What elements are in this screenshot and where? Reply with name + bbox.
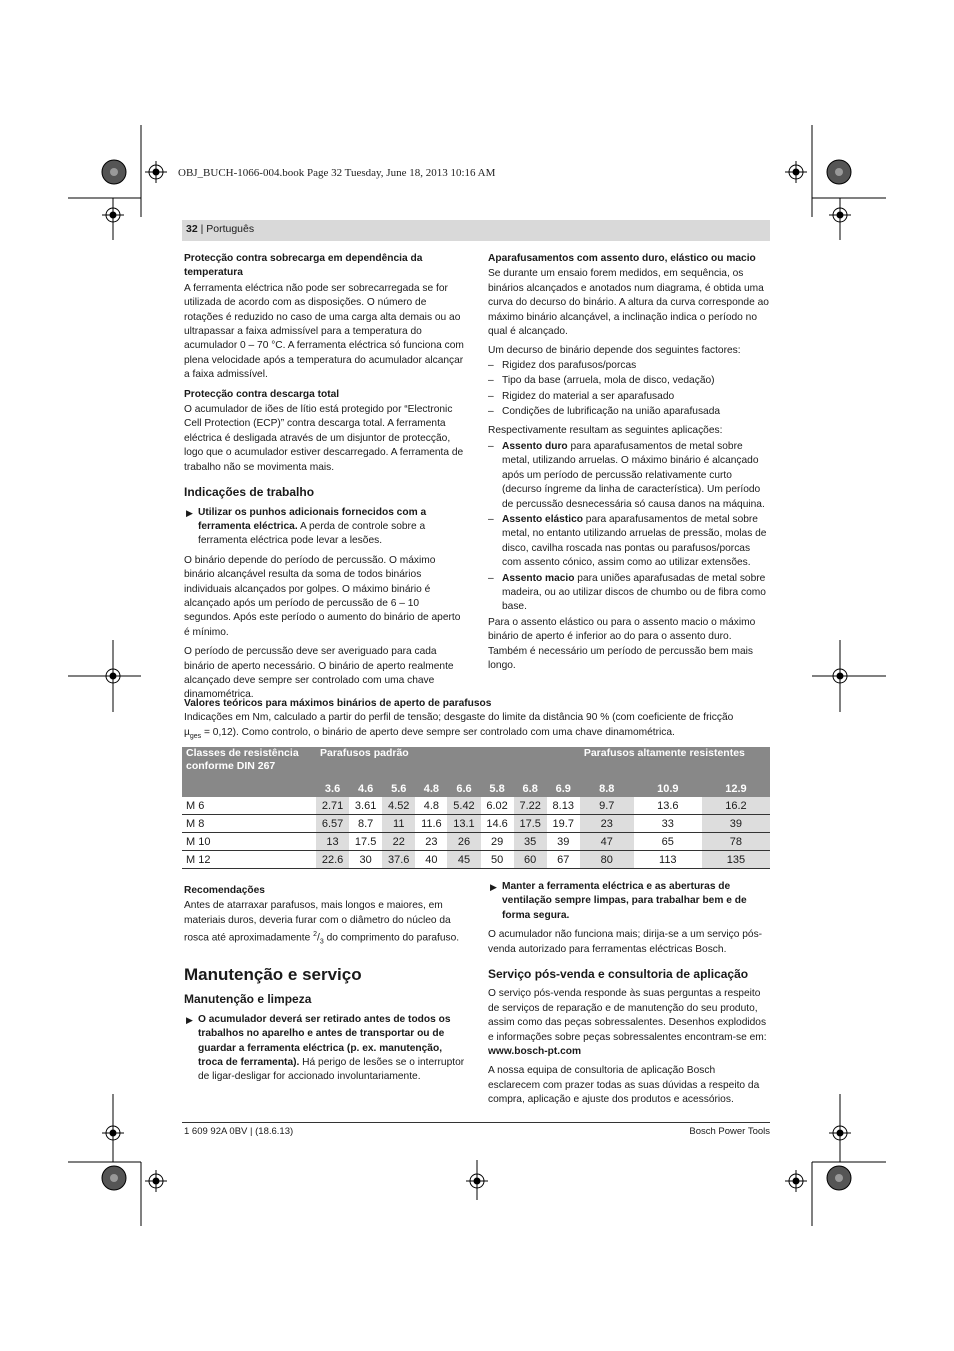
- table-cell: 19.7: [547, 815, 580, 833]
- heading-recommendations: Recomendações: [184, 885, 265, 896]
- table-note: Indicações em Nm, calculado a partir do perfil de tensão; desgaste do limite da distância 90 % (com coeficiente de fricção µ$_{ges}$ = 0,12). Como controlo, o binário de aperto deve sempre ser controlado com uma chave dinamométrica.: [184, 712, 734, 740]
- table-cell: 13: [316, 833, 349, 851]
- factor-item: – Condições de lubrificação na união aparafusada: [488, 406, 721, 418]
- heading-overload: Protecção contra sobrecarga em dependência da temperatura: [184, 253, 423, 279]
- table-header-class: Classes de resistência conforme DIN 267: [182, 747, 316, 780]
- table-cell: 50: [481, 851, 514, 869]
- table-cell: 2.71: [316, 797, 349, 815]
- table-cell: 4.8: [415, 797, 447, 815]
- table-cell: 135: [702, 851, 770, 869]
- table-cell: 6.57: [316, 815, 349, 833]
- table-cell: 22.6: [316, 851, 349, 869]
- bullet-handles: ▶ Utilizar os punhos adicionais fornecidos com a ferramenta eléctrica. A perda de controle sobre a ferramenta eléctrica pode levar a lesões.: [186, 506, 427, 547]
- table-cell: 23: [415, 833, 447, 851]
- class-cell: 6.8: [514, 780, 547, 797]
- table-cell: 26: [447, 833, 480, 851]
- class-cell: 6.9: [547, 780, 580, 797]
- table-cell: 39: [547, 833, 580, 851]
- paragraph-impact-period: O período de percussão deve ser averiguado para cada binário de aperto necessário. O binário de aperto realmente alcançado deve sempre ser controlado com uma chave dinamométrica.: [184, 646, 454, 701]
- lower-left-column: [184, 880, 466, 1090]
- page-header: 32 | Português: [186, 223, 255, 235]
- class-cell: 10.9: [634, 780, 702, 797]
- class-cell: 4.6: [349, 780, 382, 797]
- table-cell: 9.7: [580, 797, 634, 815]
- row-label: M 12: [182, 851, 316, 869]
- table-cell: 13.6: [634, 797, 702, 815]
- paragraph-after-sales: O serviço pós-venda responde às suas perguntas a respeito de serviços de reparação e de manutenção do seu produto, assim como das peças sobressalentes. Desenhos explodidos e informações sobre peças sobressalentes encontram-se em:: [488, 988, 767, 1043]
- table-row: [182, 797, 770, 815]
- bullet-arrow-icon: ▶: [490, 882, 497, 892]
- table-cell: 65: [634, 833, 702, 851]
- print-info: OBJ_BUCH-1066-004.book Page 32 Tuesday, June 18, 2013 10:16 AM: [178, 167, 496, 179]
- paragraph-elastic-soft: Para o assento elástico ou para o assento macio o máximo binário de aperto é inferior ao do para o assento duro. Também é necessário um período de percussão bem mais longo.: [488, 616, 756, 671]
- torque-table-section: [184, 697, 770, 744]
- heading-maintenance-service: Manutenção e serviço: [184, 965, 362, 985]
- header-language: Português: [206, 223, 255, 235]
- table-cell: 78: [702, 833, 770, 851]
- heading-seats: Aparafusamentos com assento duro, elástico ou macio: [488, 253, 756, 264]
- table-cell: 7.22: [514, 797, 547, 815]
- torque-table: [182, 747, 770, 869]
- heading-work-tips: Indicações de trabalho: [184, 485, 315, 500]
- row-label: M 8: [182, 815, 316, 833]
- class-cell: 4.8: [415, 780, 447, 797]
- paragraph-discharge: O acumulador de iões de lítio está protegido por “Electronic Cell Protection (ECP)” contra descarga total. A ferramenta eléctrica é desligada através de um disjuntor de protecção, logo que o acumulador estiver descarregado. A ferramenta de trabalho não se movimenta mais.: [184, 404, 464, 473]
- paragraph-recommendations: Antes de atarraxar parafusos, mais longos e maiores, em materiais duros, deveria furar com o diâmetro do núcleo da rosca até aproximadamente $^2/_3$ do comprimento do parafuso.: [184, 900, 460, 946]
- paragraph-applications-intro: Respectivamente resultam as seguintes aplicações:: [488, 425, 723, 437]
- table-cell: 47: [580, 833, 634, 851]
- table-row: [182, 815, 770, 833]
- paragraph-torque: O binário depende do período de percussão. O máximo binário alcançável resulta da soma de todos binários individuais alcançados por golpes. O máximo binário é alcançado após um período de percussão de 6 – 10 segundos. Após este período o aumento do binário de aperto é mínimo.: [184, 554, 461, 638]
- table-row: [182, 833, 770, 851]
- table-cell: 17.5: [349, 833, 382, 851]
- table-cell: 60: [514, 851, 547, 869]
- table-cell: 3.61: [349, 797, 382, 815]
- bullet-keep-clean: ▶ Manter a ferramenta eléctrica e as aberturas de ventilação sempre limpas, para trabalhar bem e de forma segura.: [490, 881, 747, 921]
- table-cell: 40: [415, 851, 447, 869]
- heading-after-sales: Serviço pós-venda e consultoria de aplicação: [488, 967, 749, 982]
- factor-item: – Tipo da base (arruela, mola de disco, vedação): [488, 375, 715, 387]
- paragraph-factors-intro: Um decurso de binário depende dos seguintes factores:: [488, 345, 741, 357]
- table-class-row: [182, 780, 770, 797]
- application-soft-seat: – Assento macio para uniões aparafusadas de metal sobre madeira, ou ao utilizar discos de chumbo ou de fibra como base.: [488, 572, 766, 613]
- page-number: 32: [186, 223, 198, 235]
- paragraph-curve: Se durante um ensaio forem medidos, em sequência, os binários alcançados e anotados num diagrama, é obtida uma curva do decurso do binário. A altura da curva corresponde ao máximo binário alcançável, a inclinação indica o período no qual é alcançado.: [488, 268, 769, 338]
- table-cell: 4.52: [382, 797, 415, 815]
- table-cell: 11: [382, 815, 415, 833]
- class-cell: 6.6: [447, 780, 480, 797]
- table-cell: 11.6: [415, 815, 447, 833]
- bullet-arrow-icon: ▶: [186, 507, 193, 518]
- row-label: M 6: [182, 797, 316, 815]
- class-cell: 3.6: [316, 780, 349, 797]
- application-hard-seat: – Assento duro para aparafusamentos de metal sobre metal, utilizando arruelas. O máximo binário é alcançado após um período de percussão relativamente curto (decurso íngreme da linha de característica). Um período de percussão desnecessária só causa danos na máquina.: [488, 440, 765, 510]
- footer-brand: Bosch Power Tools: [689, 1126, 770, 1137]
- table-cell: 80: [580, 851, 634, 869]
- paragraph-overload: A ferramenta eléctrica não pode ser sobrecarregada se for utilizada de acordo com as disposições. O número de rotações é reduzido no caso de uma carga alta demais ou ao ultrapassar a faixa admissível para a temperatura do acumulador 0 – 70 °C. A ferramenta eléctrica só funciona com plena velocidade após a temperatura do acumulador alcançar a faixa admissível.: [184, 282, 464, 381]
- table-cell: 33: [634, 815, 702, 833]
- table-header-standard: Parafusos padrão: [316, 747, 580, 780]
- table-cell: 30: [349, 851, 382, 869]
- table-cell: 67: [547, 851, 580, 869]
- table-cell: 5.42: [447, 797, 480, 815]
- table-cell: 22: [382, 833, 415, 851]
- table-cell: 13.1: [447, 815, 480, 833]
- table-title: Valores teóricos para máximos binários de aperto de parafusos: [184, 698, 492, 709]
- class-cell: 5.8: [481, 780, 514, 797]
- table-cell: 16.2: [702, 797, 770, 815]
- paragraph-consulting: A nossa equipa de consultoria de aplicação Bosch esclarecem com prazer todas as suas dúvidas a respeito da compra, aplicação e ajuste dos produtos e acessórios.: [488, 1065, 760, 1106]
- footer-code: 1 609 92A 0BV | (18.6.13): [184, 1126, 294, 1137]
- lower-right-column: [488, 880, 770, 1113]
- class-cell: 12.9: [702, 780, 770, 797]
- factor-item: – Rigidez do material a ser aparafusado: [488, 390, 675, 402]
- table-cell: 6.02: [481, 797, 514, 815]
- table-cell: 113: [634, 851, 702, 869]
- table-cell: 14.6: [481, 815, 514, 833]
- table-cell: 35: [514, 833, 547, 851]
- table-cell: 45: [447, 851, 480, 869]
- application-elastic-seat: – Assento elástico para aparafusamentos de metal sobre metal, no entanto utilizando arruelas de pressão, molas de disco, cavilha roscada nas pontas ou parafusos/porcas com assento cónico, assim como ao utilizar extensões.: [488, 513, 767, 569]
- row-label: M 10: [182, 833, 316, 851]
- class-cell: 8.8: [580, 780, 634, 797]
- factor-item: – Rigidez dos parafusos/porcas: [488, 359, 637, 371]
- table-header-high-strength: Parafusos altamente resistentes: [580, 747, 770, 780]
- bullet-remove-battery: ▶ O acumulador deverá ser retirado antes de todos os trabalhos no aparelho e antes de transportar ou de guardar a ferramenta eléctrica (p. ex. manutenção, troca de ferramenta). Há perigo de lesões se o interruptor de ligar-desligar for accionado involuntariamente.: [186, 1013, 465, 1083]
- page-header-band: [182, 220, 770, 241]
- table-cell: 17.5: [514, 815, 547, 833]
- link-bosch-website[interactable]: www.bosch-pt.com: [488, 1046, 582, 1058]
- table-row: [182, 851, 770, 869]
- table-cell: 37.6: [382, 851, 415, 869]
- table-cell: 8.7: [349, 815, 382, 833]
- table-cell: 23: [580, 815, 634, 833]
- heading-maintenance-cleaning: Manutenção e limpeza: [184, 992, 312, 1007]
- left-column: [184, 248, 466, 708]
- table-cell: 39: [702, 815, 770, 833]
- table-cell: 29: [481, 833, 514, 851]
- right-column: [488, 248, 770, 678]
- paragraph-battery-service: O acumulador não funciona mais; dirija-se a um serviço pós-venda autorizado para ferramentas eléctricas Bosch.: [488, 929, 763, 955]
- footer-rule: [182, 1122, 770, 1123]
- heading-discharge: Protecção contra descarga total: [184, 388, 340, 400]
- bullet-arrow-icon: ▶: [186, 1014, 193, 1025]
- class-cell: 5.6: [382, 780, 415, 797]
- table-cell: 8.13: [547, 797, 580, 815]
